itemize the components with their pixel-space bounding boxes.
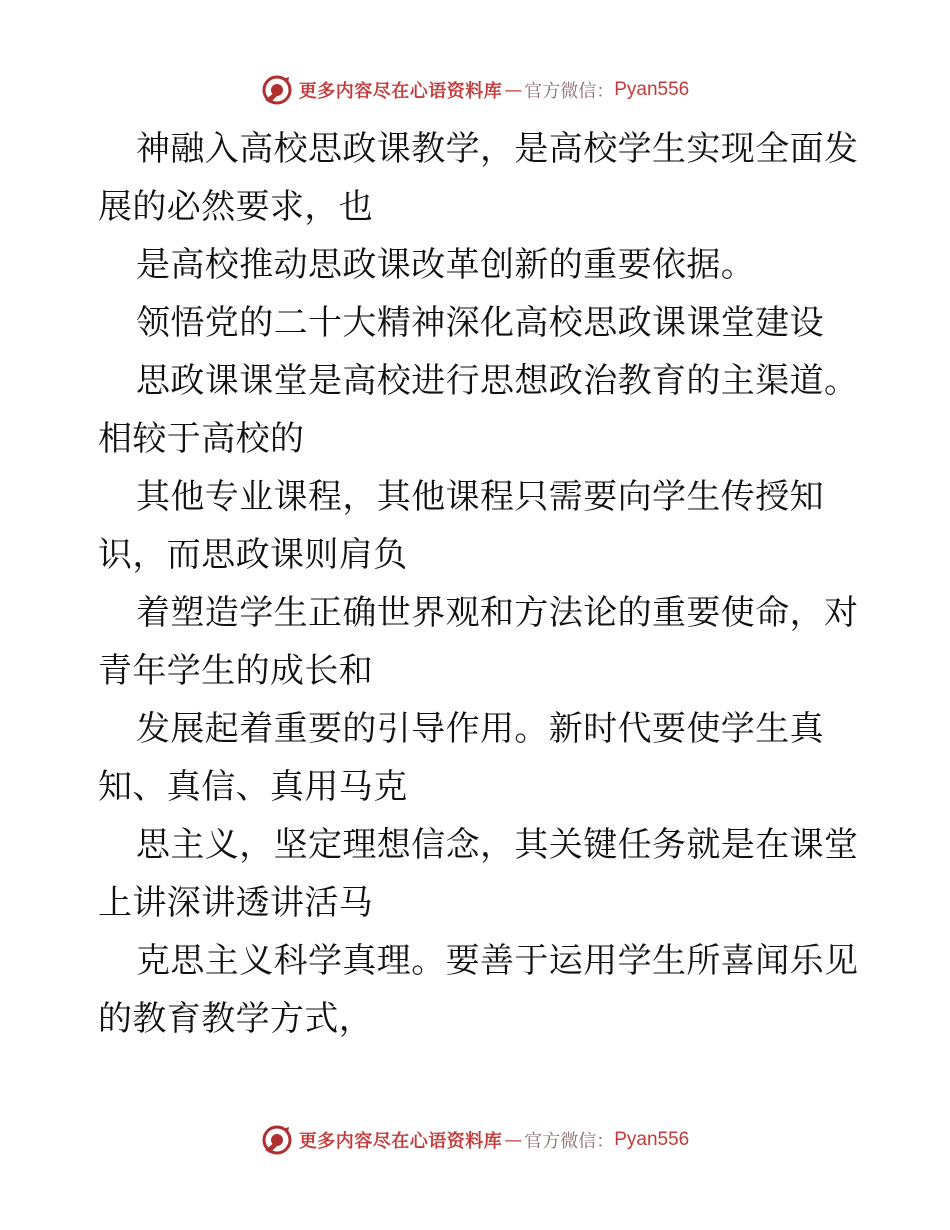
text-line: 发展起着重要的引导作用。新时代要使学生真 (136, 709, 824, 749)
footer-dash: — (504, 1129, 523, 1151)
text-line: 着塑造学生正确世界观和方法论的重要使命，对 (136, 593, 859, 633)
header-main-text: 更多内容尽在心语资料库 (298, 81, 503, 102)
text-line: 神融入高校思政课教学，是高校学生实现全面发 (136, 129, 859, 169)
footer-wechat-id: Pyan556 (614, 1129, 690, 1150)
text-line: 展的必然要求，也 (98, 187, 374, 227)
text-line: 思主义，坚定理想信念，其关键任务就是在课堂 (136, 825, 859, 865)
footer-main-text: 更多内容尽在心语资料库 (298, 1131, 503, 1152)
text-line: 是高校推动思政课改革创新的重要依据。 (136, 245, 756, 285)
body-text (98, 120, 858, 1048)
section-heading: 领悟党的二十大精神深化高校思政课课堂建设 (136, 303, 824, 343)
text-line: 克思主义科学真理。要善于运用学生所喜闻乐见 (136, 941, 859, 981)
text-line: 的教育教学方式， (98, 999, 374, 1039)
text-line: 上讲深讲透讲活马 (98, 883, 374, 923)
brand-logo-icon (261, 1124, 293, 1156)
text-line: 识，而思政课则肩负 (98, 535, 408, 575)
text-line: 其他专业课程，其他课程只需要向学生传授知 (136, 477, 824, 517)
header-banner (0, 72, 950, 108)
footer-banner-content (261, 1124, 690, 1156)
text-line: 思政课课堂是高校进行思想政治教育的主渠道。 (136, 361, 859, 401)
header-banner-content (261, 74, 690, 106)
footer-banner (0, 1122, 950, 1158)
footer-official-label: 官方微信： (524, 1131, 615, 1152)
header-official-label: 官方微信： (524, 81, 615, 102)
text-line: 相较于高校的 (98, 419, 305, 459)
header-wechat-id: Pyan556 (614, 79, 690, 100)
header-dash: — (504, 79, 523, 101)
text-line: 知、真信、真用马克 (98, 767, 408, 807)
text-line: 青年学生的成长和 (98, 651, 374, 691)
brand-logo-icon (261, 74, 293, 106)
